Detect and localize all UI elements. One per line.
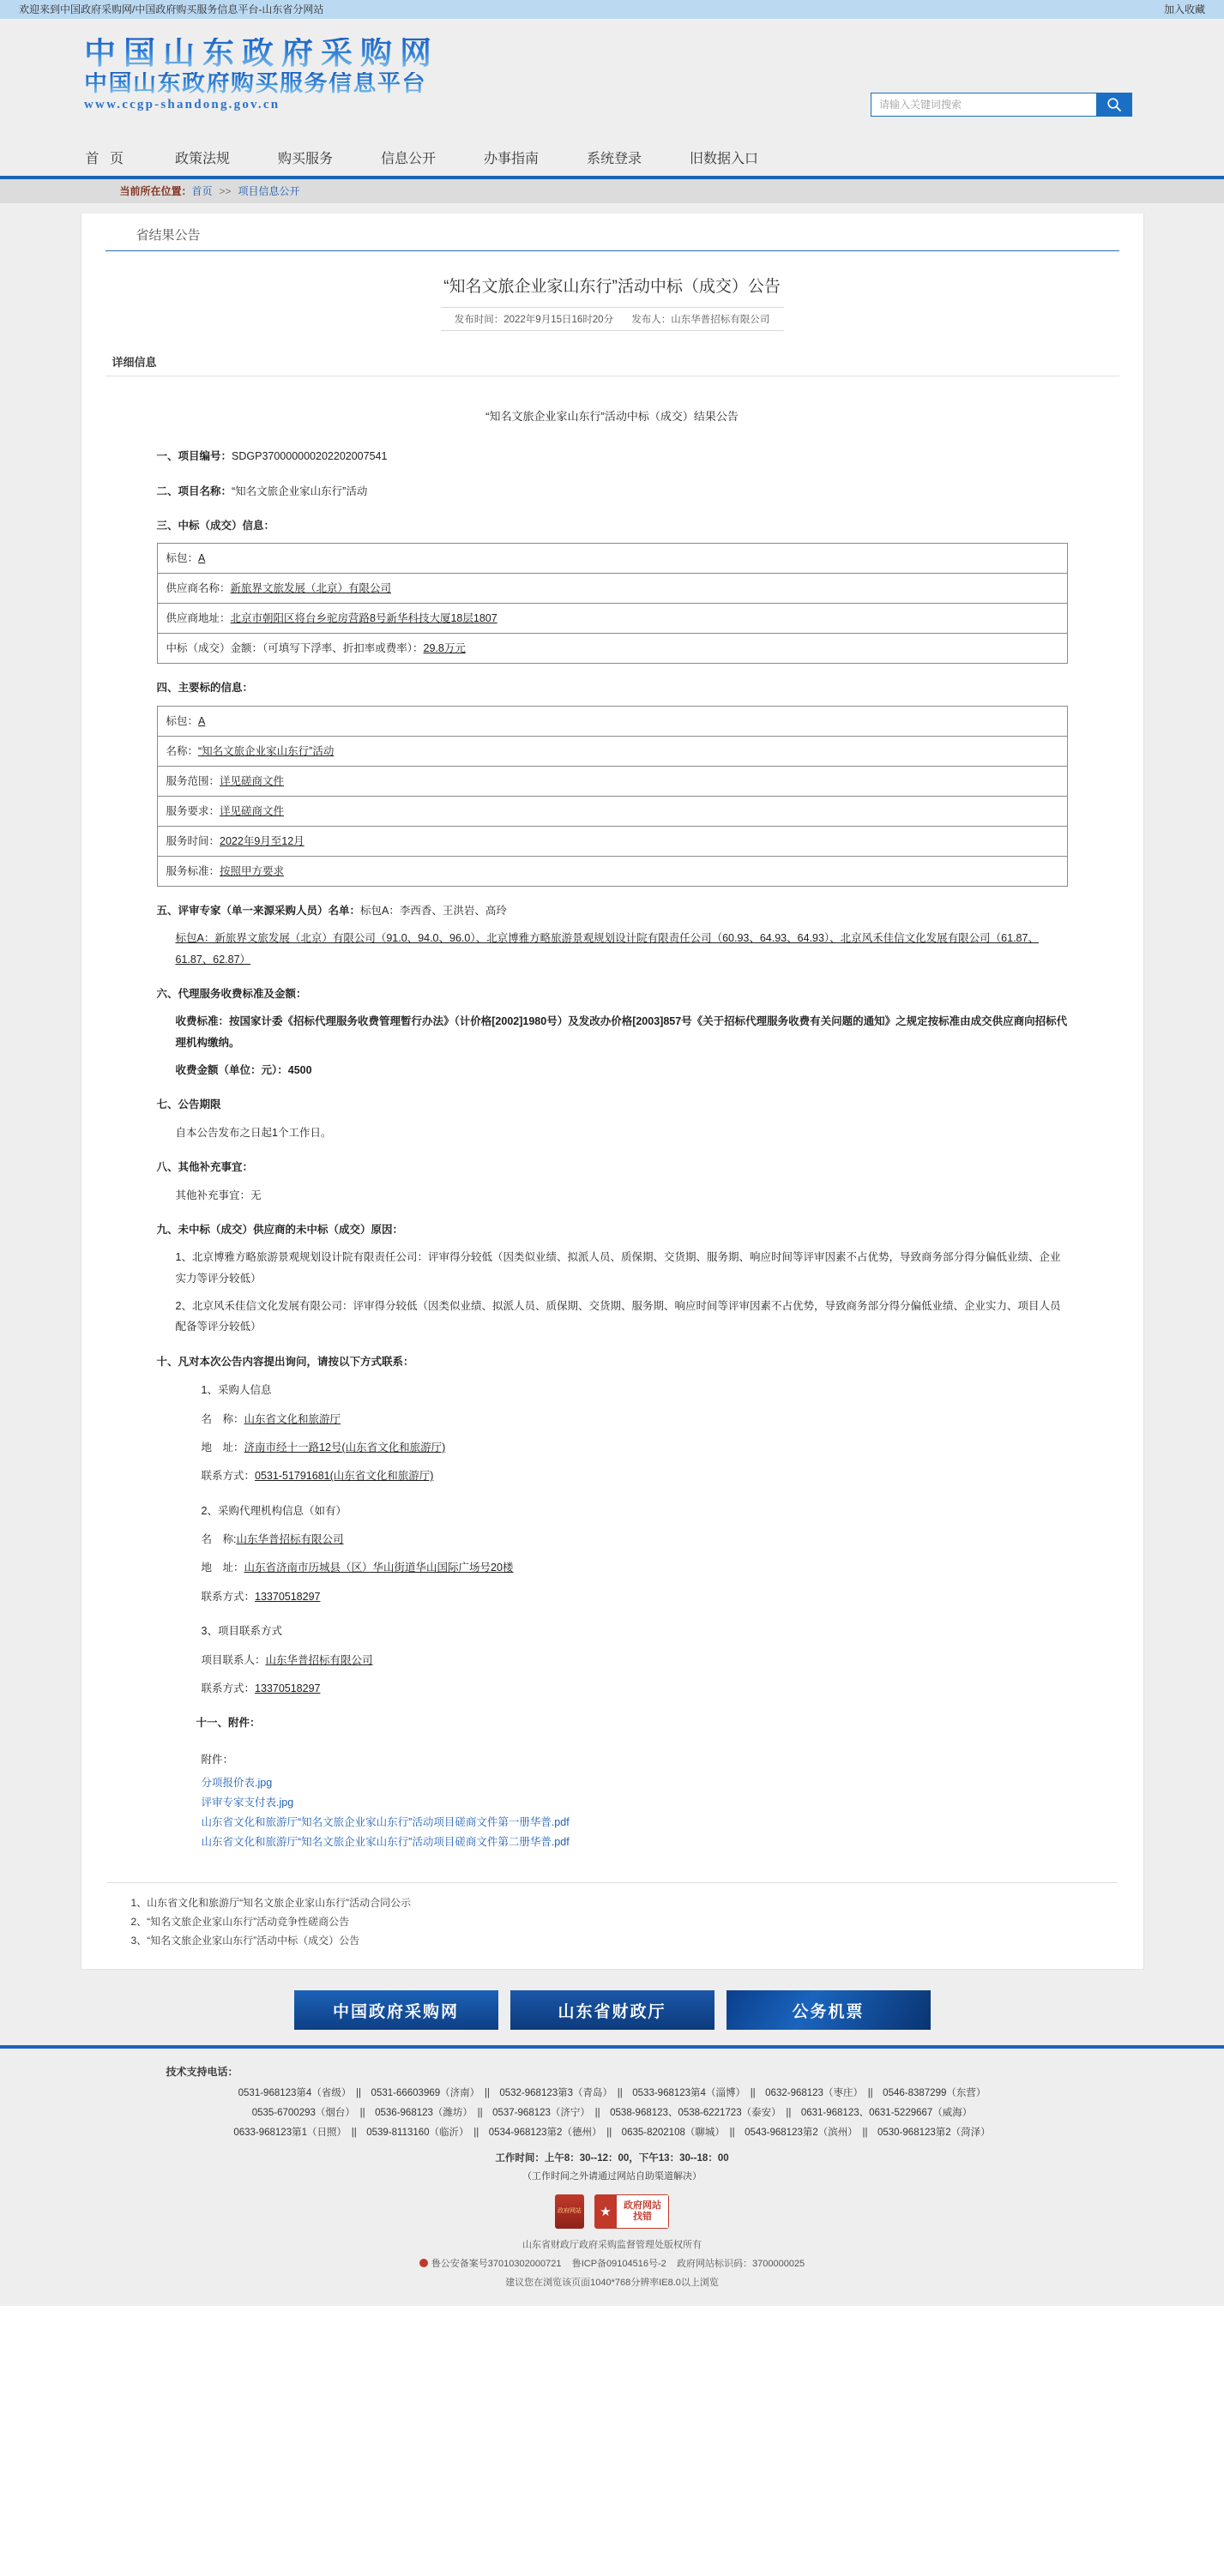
row-label: 标包： [166, 552, 199, 565]
gov-website-badge-icon[interactable] [555, 2194, 584, 2229]
row-value: 新旅界文旅发展（北京）有限公司 [230, 582, 392, 595]
row-label: 名称： [166, 744, 199, 757]
field-label: 地 址： [201, 1441, 244, 1454]
announcement-body [81, 376, 1143, 1853]
copyright-owner: 山东省财政厅政府采购监督管理处版权所有 [522, 2240, 702, 2250]
announcement-title: “知名文旅企业家山东行”活动中标（成交）结果公告 [485, 410, 739, 423]
purchaser-tel-row [202, 1466, 1068, 1486]
support-tel-line: 0535-6700293（烟台） || 0536-968123（潍坊） || 0537-968123（济宁） || 0538-968123、0538-6221723（泰安） || 0631-968123、0631-5229667（威海） [251, 2108, 973, 2119]
banner-shandong-finance[interactable]: 山东省财政厅 [510, 1990, 715, 2030]
project-contact-tel-row [202, 1678, 1068, 1699]
purchaser-heading: 1、采购人信息 [201, 1384, 272, 1397]
report-error-sub: 找错 [633, 2212, 652, 2222]
row-label: 供应商地址： [166, 612, 231, 625]
support-tel-line: 0633-968123第1（日照） || 0539-8113160（临沂） || 0534-968123第2（德州） || 0635-8202108（聊城） || 0543-968123第2（滨州） || 0530-968123第2（菏泽） [233, 2128, 991, 2139]
loser-reason-2: 2、北京风禾佳信文化发展有限公司：评审得分较低（因类似业绩、拟派人员、质保期、交货期、服务期、响应时间等评审因素不占优势，导致商务部分得分偏低业绩、企业实力、项目人员配备等评分较低） [175, 1300, 1061, 1333]
field-label: 联系方式： [201, 1470, 256, 1483]
page-background [0, 203, 1224, 1970]
row-value: 详见磋商文件 [220, 774, 285, 787]
logo-title-main: 中国山东政府采购网 [84, 36, 439, 71]
project-contact-person: 山东华普招标有限公司 [265, 1653, 373, 1666]
table-row [157, 604, 1067, 634]
table-row [157, 766, 1067, 796]
page-section-title: 省结果公告 [106, 214, 1119, 251]
publish-time: 发布时间：2022年9月15日16时20分 [454, 315, 614, 325]
other-matters-text: 其他补充事宜：无 [175, 1189, 262, 1201]
row-label: 服务标准： [166, 864, 220, 877]
working-hours: 工作时间：上午8：30--12：00，下午13：30--18：00 [495, 2153, 729, 2164]
agency-name: 山东华普招标有限公司 [236, 1533, 344, 1546]
document-meta [441, 307, 784, 331]
report-error-title: 政府网站 [624, 2200, 661, 2211]
purchaser-name: 山东省文化和旅游厅 [244, 1412, 341, 1425]
purchaser-name-row [202, 1409, 1068, 1429]
row-label: 标包： [166, 714, 199, 727]
table-row [157, 856, 1067, 886]
logo-title-sub: 中国山东政府购买服务信息平台 [84, 72, 439, 95]
table-row [157, 706, 1067, 736]
site-footer [0, 2045, 1224, 2306]
detail-info-heading: 详细信息 [106, 353, 1119, 376]
search-icon [1106, 97, 1122, 112]
section-5-experts [157, 900, 1068, 921]
agency-tel: 13370518297 [255, 1590, 321, 1603]
row-value: A [198, 714, 206, 727]
add-favorite-link[interactable]: 加入收藏 [1163, 3, 1205, 15]
page-title: “知名文旅企业家山东行”活动中标（成交）公告 [443, 278, 781, 296]
row-label: 服务要求： [166, 804, 220, 817]
agency-heading: 2、采购代理机构信息（如有） [201, 1504, 347, 1517]
search-box[interactable] [871, 93, 1132, 117]
row-value: “知名文旅企业家山东行”活动 [198, 744, 335, 757]
report-error-text [617, 2194, 669, 2229]
row-value: A [198, 552, 206, 565]
section-4-label: 四、主要标的信息： [156, 682, 254, 695]
report-error-badge[interactable] [594, 2194, 669, 2229]
section-9-label: 九、未中标（成交）供应商的未中标（成交）原因： [156, 1223, 404, 1236]
police-badge-icon [419, 2259, 428, 2267]
attachment-link[interactable]: 山东省文化和旅游厅“知名文旅企业家山东行”活动项目磋商文件第二册华普.pdf [201, 1836, 570, 1849]
flag-icon: ★ [594, 2194, 617, 2229]
section-3-label: 三、中标（成交）信息： [156, 520, 275, 533]
main-item-table [157, 706, 1068, 887]
site-logo[interactable] [84, 38, 439, 111]
top-utility-bar [0, 0, 1224, 19]
purchaser-address-row [202, 1437, 1068, 1458]
field-label: 联系方式： [201, 1590, 256, 1603]
field-label: 项目联系人： [201, 1653, 266, 1666]
section-5-label: 五、评审专家（单一来源采购人员）名单： [156, 904, 361, 917]
site-identity-code: 政府网站标识码：3700000025 [677, 2259, 805, 2269]
nav-item-login[interactable]: 系统登录 [587, 151, 642, 166]
breadcrumb-current[interactable]: 项目信息公开 [238, 185, 300, 197]
record-info-line [0, 2254, 1224, 2273]
breadcrumb-bar [0, 179, 1224, 203]
table-row [157, 634, 1067, 664]
project-number-value: SDGP370000000202202007541 [232, 450, 388, 463]
section-11-label: 十一、附件： [196, 1717, 261, 1730]
support-tel-heading: 技术支持电话： [166, 2066, 238, 2079]
content-container [81, 214, 1144, 1970]
section-7-label: 七、公告期限 [156, 1098, 221, 1111]
table-row [157, 826, 1067, 856]
breadcrumb [81, 179, 1144, 203]
table-row [157, 574, 1067, 604]
icp-record[interactable]: 鲁ICP备09104516号-2 [571, 2259, 666, 2269]
attachment-link[interactable]: 评审专家支付表.jpg [201, 1797, 294, 1809]
banner-official-flight[interactable]: 公务机票 [727, 1990, 931, 2030]
agency-name-row [202, 1529, 1068, 1550]
partner-banner-section [0, 1970, 1224, 2045]
other-matters-value [176, 1185, 1068, 1206]
winning-info-table [157, 543, 1068, 664]
field-label: 名 称: [201, 1533, 237, 1546]
contact-information [202, 1380, 1068, 1699]
breadcrumb-label: 当前所在位置： [119, 185, 192, 197]
welcome-text: 欢迎来到中国政府采购网/中国政府购买服务信息平台-山东省分网站 [19, 3, 324, 15]
publisher: 发布人：山东华普招标有限公司 [631, 315, 770, 325]
section-project-number [157, 446, 1068, 466]
site-header [0, 19, 1224, 138]
row-value: 2022年9月至12月 [220, 834, 304, 847]
section-2-label: 二、项目名称： [156, 485, 232, 497]
announcement-period-value: 自本公告发布之日起1个工作日。 [175, 1126, 332, 1139]
purchaser-tel: 0531-51791681(山东省文化和旅游厅) [255, 1470, 434, 1483]
expert-names: 标包A：李西香、王洪岩、高玲 [360, 904, 507, 917]
expert-scores: 标包A：新旅界文旅发展（北京）有限公司（91.0、94.0、96.0）、北京博雅方略旅游景观规划设计院有限责任公司（60.93、64.93、64.93）、北京风禾佳信文化发展有限公司（61.87、61.87、62.87） [175, 932, 1039, 966]
footer-seals [0, 2194, 1224, 2229]
agency-fee-standard: 收费标准：按国家计委《招标代理服务收费管理暂行办法》（计价格[2002]1980号）及发改办价格[2003]857号《关于招标代理服务收费有关问题的通知》之规定按标准由成交供应商向招标代理机构缴纳。 [175, 1015, 1068, 1049]
agency-address-row [202, 1557, 1068, 1578]
related-item[interactable]: 3、“知名文旅企业家山东行”活动中标（成交）公告 [130, 1934, 360, 1947]
section-6-label: 六、代理服务收费标准及金额： [156, 987, 307, 1000]
related-item[interactable]: 2、“知名文旅企业家山东行”活动竞争性磋商公告 [130, 1915, 350, 1928]
section-8-label: 八、其他补充事宜： [156, 1161, 254, 1174]
working-hours-note: （工作时间之外请通过网站自助渠道解决） [522, 2171, 702, 2182]
nav-item-policy[interactable]: 政策法规 [174, 151, 230, 166]
nav-item-guide[interactable]: 办事指南 [484, 151, 540, 166]
nav-item-old-data[interactable]: 旧数据入口 [690, 151, 759, 166]
row-label: 服务时间： [166, 834, 220, 847]
row-value: 29.8万元 [423, 642, 466, 655]
attachment-link[interactable]: 分项报价表.jpg [201, 1777, 273, 1790]
field-label: 名 称： [201, 1412, 244, 1425]
breadcrumb-separator: >> [219, 185, 232, 197]
project-contact-tel: 13370518297 [255, 1682, 321, 1694]
row-value: 北京市朝阳区将台乡驼房营路8号新华科技大厦18层1807 [230, 612, 497, 625]
project-name-value: “知名文旅企业家山东行”活动 [232, 485, 368, 497]
table-row [157, 544, 1067, 574]
attachment-link[interactable]: 山东省文化和旅游厅“知名文旅企业家山东行”活动项目磋商文件第一册华普.pdf [201, 1816, 570, 1829]
table-row [157, 796, 1067, 826]
nav-item-services[interactable]: 购买服务 [277, 151, 333, 166]
attachments-label: 附件： [201, 1753, 234, 1766]
support-tel-line: 0531-968123第4（省级） || 0531-66603969（济南） || 0532-968123第3（青岛） || 0533-968123第4（淄博） || 0632-968123（枣庄） || 0546-8387299（东营） [238, 2088, 986, 2099]
project-contact-heading: 3、项目联系方式 [201, 1625, 282, 1638]
nav-item-disclosure[interactable]: 信息公开 [380, 151, 436, 166]
section-10-label: 十、凡对本次公告内容提出询问，请按以下方式联系： [156, 1355, 414, 1368]
search-input[interactable] [871, 93, 1096, 117]
main-navigation [0, 138, 1224, 179]
agency-tel-row [202, 1586, 1068, 1607]
logo-url: www.ccgp-shandong.gov.cn [84, 98, 280, 111]
attachments-list [202, 1773, 1068, 1853]
row-value: 按照甲方要求 [220, 864, 285, 877]
search-button[interactable] [1096, 93, 1132, 117]
breadcrumb-home-link[interactable]: 首页 [191, 185, 213, 197]
project-contact-person-row [202, 1650, 1068, 1670]
table-row [157, 736, 1067, 766]
row-label: 服务范围： [166, 774, 220, 787]
resolution-note: 建议您在浏览该页面1040*768分辨率IE8.0以上浏览 [505, 2278, 719, 2288]
field-label: 地 址： [201, 1562, 244, 1574]
field-label: 联系方式： [201, 1682, 256, 1694]
purchaser-address: 济南市经十一路12号(山东省文化和旅游厅) [244, 1441, 446, 1454]
section-project-name [157, 481, 1068, 502]
related-item[interactable]: 1、山东省文化和旅游厅“知名文旅企业家山东行”活动合同公示 [130, 1896, 412, 1909]
row-label: 中标（成交）金额：（可填写下浮率、折扣率或费率）： [166, 642, 424, 655]
banner-ccgp[interactable]: 中国政府采购网 [294, 1990, 498, 2030]
row-label: 供应商名称： [166, 582, 231, 595]
gov-badge-text: 政府网站 [558, 2208, 582, 2215]
row-value: 详见磋商文件 [220, 804, 285, 817]
related-announcements [107, 1882, 1118, 1951]
loser-reason-1: 1、北京博雅方略旅游景观规划设计院有限责任公司：评审得分较低（因类似业绩、拟派人员、质保期、交货期、服务期、响应时间等评审因素不占优势，导致商务部分得分偏低业绩、企业实力等评分较低） [175, 1251, 1061, 1285]
section-1-label: 一、项目编号： [156, 450, 232, 463]
nav-item-home[interactable]: 首 页 [85, 151, 127, 166]
agency-address: 山东省济南市历城县（区）华山街道华山国际广场号20楼 [244, 1562, 514, 1574]
police-record: 鲁公安备案号37010302000721 [431, 2259, 562, 2269]
agency-fee-amount: 收费金额（单位：元）：4500 [175, 1064, 312, 1077]
